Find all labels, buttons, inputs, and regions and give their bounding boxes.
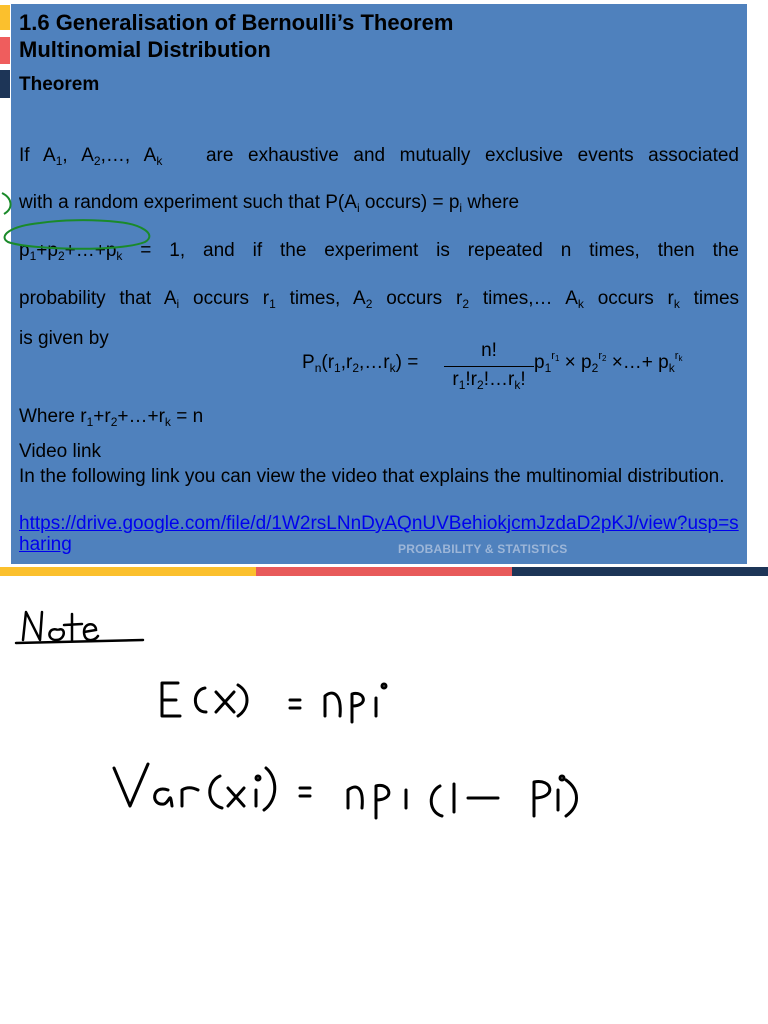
bottom-bar-yellow bbox=[0, 567, 256, 576]
variance-formula bbox=[114, 764, 577, 818]
handwritten-o bbox=[49, 629, 63, 640]
slide-title bbox=[19, 9, 453, 63]
accent-bar-navy bbox=[0, 70, 10, 98]
text-span: times, A bbox=[289, 288, 366, 309]
title-line-2: Multinomial Distribution bbox=[19, 37, 271, 62]
accent-bar-yellow bbox=[0, 5, 10, 30]
text-span: times bbox=[693, 288, 739, 309]
bottom-bar-red bbox=[256, 567, 512, 576]
text-span: times,… A bbox=[482, 288, 578, 309]
theorem-line-2: with a random experiment such that $P(A_i$ occurs) = $p_i$ where bbox=[19, 192, 520, 215]
text-span: If A bbox=[19, 145, 56, 166]
fraction-bar bbox=[444, 366, 534, 367]
theorem-line-5: is given by bbox=[19, 328, 109, 349]
text-span: occurs r bbox=[386, 288, 463, 309]
video-description: In the following link you can view the video that explains the multinomial distribution. bbox=[19, 466, 725, 487]
text-span: are exhaustive and mutually exclusive events associated bbox=[205, 145, 739, 166]
formula-rhs: $p_1^{r_1} \times p_2^{r_2}$ ×…+ $p_k^{r_k}$ bbox=[534, 350, 683, 375]
video-link[interactable]: https://drive.google.com/file/d/1W2rsLNnDyAQnUVBehiokjcmJzdaD2pKJ/view?usp=sharing bbox=[19, 513, 739, 555]
text-span: occurs r bbox=[597, 288, 674, 309]
title-line-1: 1.6 Generalisation of Bernoulli’s Theorem bbox=[19, 10, 454, 35]
text-span: occurs) = p bbox=[364, 192, 460, 213]
text-span: Where r bbox=[19, 406, 87, 427]
video-heading: Video link bbox=[19, 441, 102, 462]
expectation-formula bbox=[162, 683, 386, 722]
multinomial-formula bbox=[302, 340, 742, 400]
handwritten-n bbox=[23, 612, 42, 640]
text-span: occurs r bbox=[193, 288, 270, 309]
text-span: probability that A bbox=[19, 288, 177, 309]
handwritten-e bbox=[84, 624, 98, 640]
footer-label: PROBABILITY & STATISTICS bbox=[398, 542, 568, 556]
formula-lhs: $P_n(r_1,r_2,\dots r_k)$ = bbox=[302, 352, 419, 375]
theorem-line-3: $p_1+p_2+\dots+p_k = 1$, and if the experiment is repeated n times, then the bbox=[19, 240, 739, 263]
text-span: P bbox=[302, 352, 315, 373]
formula-numerator: n! bbox=[481, 340, 497, 361]
text-span: with a random experiment such that P(A bbox=[19, 192, 357, 213]
note-underline bbox=[16, 640, 143, 643]
theorem-heading: Theorem bbox=[19, 74, 100, 95]
accent-bar-red bbox=[0, 37, 10, 64]
formula-fraction bbox=[444, 340, 534, 391]
handwritten-t bbox=[64, 614, 82, 640]
bottom-bar-navy bbox=[512, 567, 768, 576]
text-span: = 1, and if the experiment is repeated n times, then the bbox=[140, 240, 739, 261]
text-span: where bbox=[467, 192, 520, 213]
where-line: Where $r_1+r_2+\dots+r_k = n$ bbox=[19, 406, 204, 429]
theorem-line-4: probability that $A_i$ occurs $r_1$ times, $A_2$ occurs $r_2$ times,… $A_k$ occurs $r_k$ times bbox=[19, 288, 739, 311]
formula-denominator: $r_1!r_2!\dots r_k$! bbox=[452, 369, 526, 392]
theorem-line-1: If $A_1$, $A_2,\dots$, $A_k$ are exhaustive and mutually exclusive events associated bbox=[19, 145, 739, 168]
